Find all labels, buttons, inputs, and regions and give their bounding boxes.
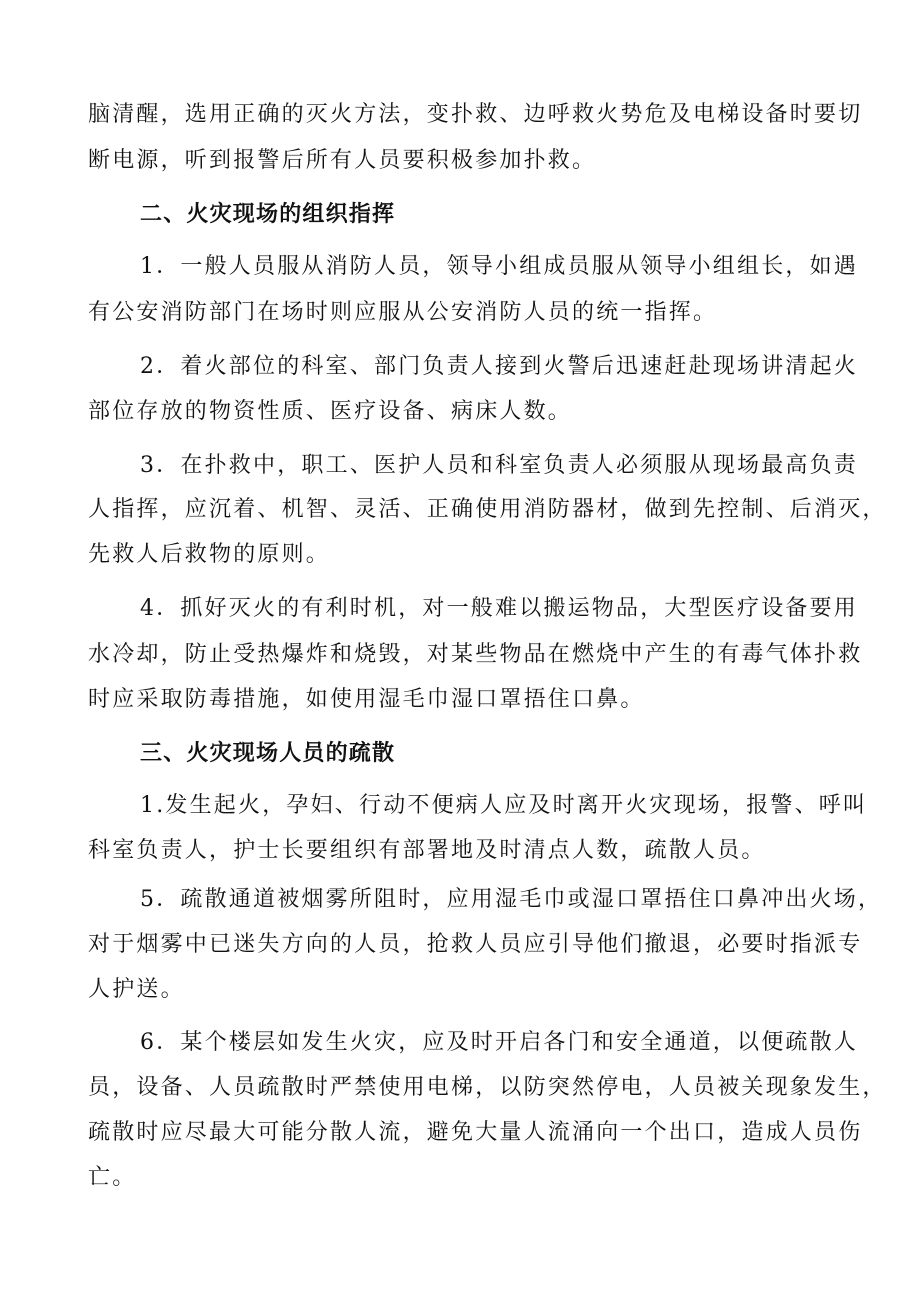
paragraph-line: 先救人后救物的原则。 [88,542,331,567]
paragraph-line: 科室负责人，护士长要组织有部署地及时清点人数，疏散人员。 [88,838,766,863]
paragraph-line: 有公安消防部门在场时则应服从公安消防人员的统一指挥。 [88,300,718,325]
paragraph-line: 2．着火部位的科室、部门负责人接到火警后迅速赶赴现场讲清起火 [140,354,858,379]
paragraph-line: 对于烟雾中已迷失方向的人员，抢救人员应引导他们撤退，必要时指派专 [88,932,863,957]
paragraph-line: 人护送。 [88,977,185,1002]
intro-line: 脑清醒，选用正确的灭火方法，变扑救、边呼救火势危及电梯设备时要切 [88,102,863,127]
paragraph-line: 1．一般人员服从消防人员，领导小组成员服从领导小组组长，如遇 [140,254,858,279]
intro-line: 断电源，听到报警后所有人员要积极参加扑救。 [88,148,597,173]
paragraph-line: 人指挥，应沉着、机智、灵活、正确使用消防器材，做到先控制、后消灭， [88,497,887,522]
paragraph-line: 疏散时应尽最大可能分散人流，避免大量人流涌向一个出口，造成人员伤 [88,1120,863,1145]
paragraph-line: 5．疏散通道被烟雾所阻时，应用湿毛巾或湿口罩捂住口鼻冲出火场， [140,887,883,912]
section-heading: 三、火灾现场人员的疏散 [140,741,396,766]
paragraph-line: 6．某个楼层如发生火灾，应及时开启各门和安全通道，以便疏散人 [140,1030,858,1055]
paragraph-line: 4．抓好灭火的有利时机，对一般难以搬运物品，大型医疗设备要用 [140,596,858,621]
paragraph-line: 员，设备、人员疏散时严禁使用电梯，以防突然停电，人员被关现象发生， [88,1075,887,1100]
paragraph-line: 1.发生起火，孕妇、行动不便病人应及时离开火灾现场，报警、呼叫 [140,793,868,818]
paragraph-line: 时应采取防毒措施，如使用湿毛巾湿口罩捂住口鼻。 [88,687,645,712]
paragraph-line: 水冷却，防止受热爆炸和烧毁，对某些物品在燃烧中产生的有毒气体扑救 [88,642,863,667]
paragraph-line: 3．在扑救中，职工、医护人员和科室负责人必须服从现场最高负责 [140,453,858,478]
section-heading: 二、火灾现场的组织指挥 [140,202,396,227]
paragraph-line: 亡。 [88,1165,137,1190]
paragraph-line: 部位存放的物资性质、医疗设备、病床人数。 [88,399,573,424]
